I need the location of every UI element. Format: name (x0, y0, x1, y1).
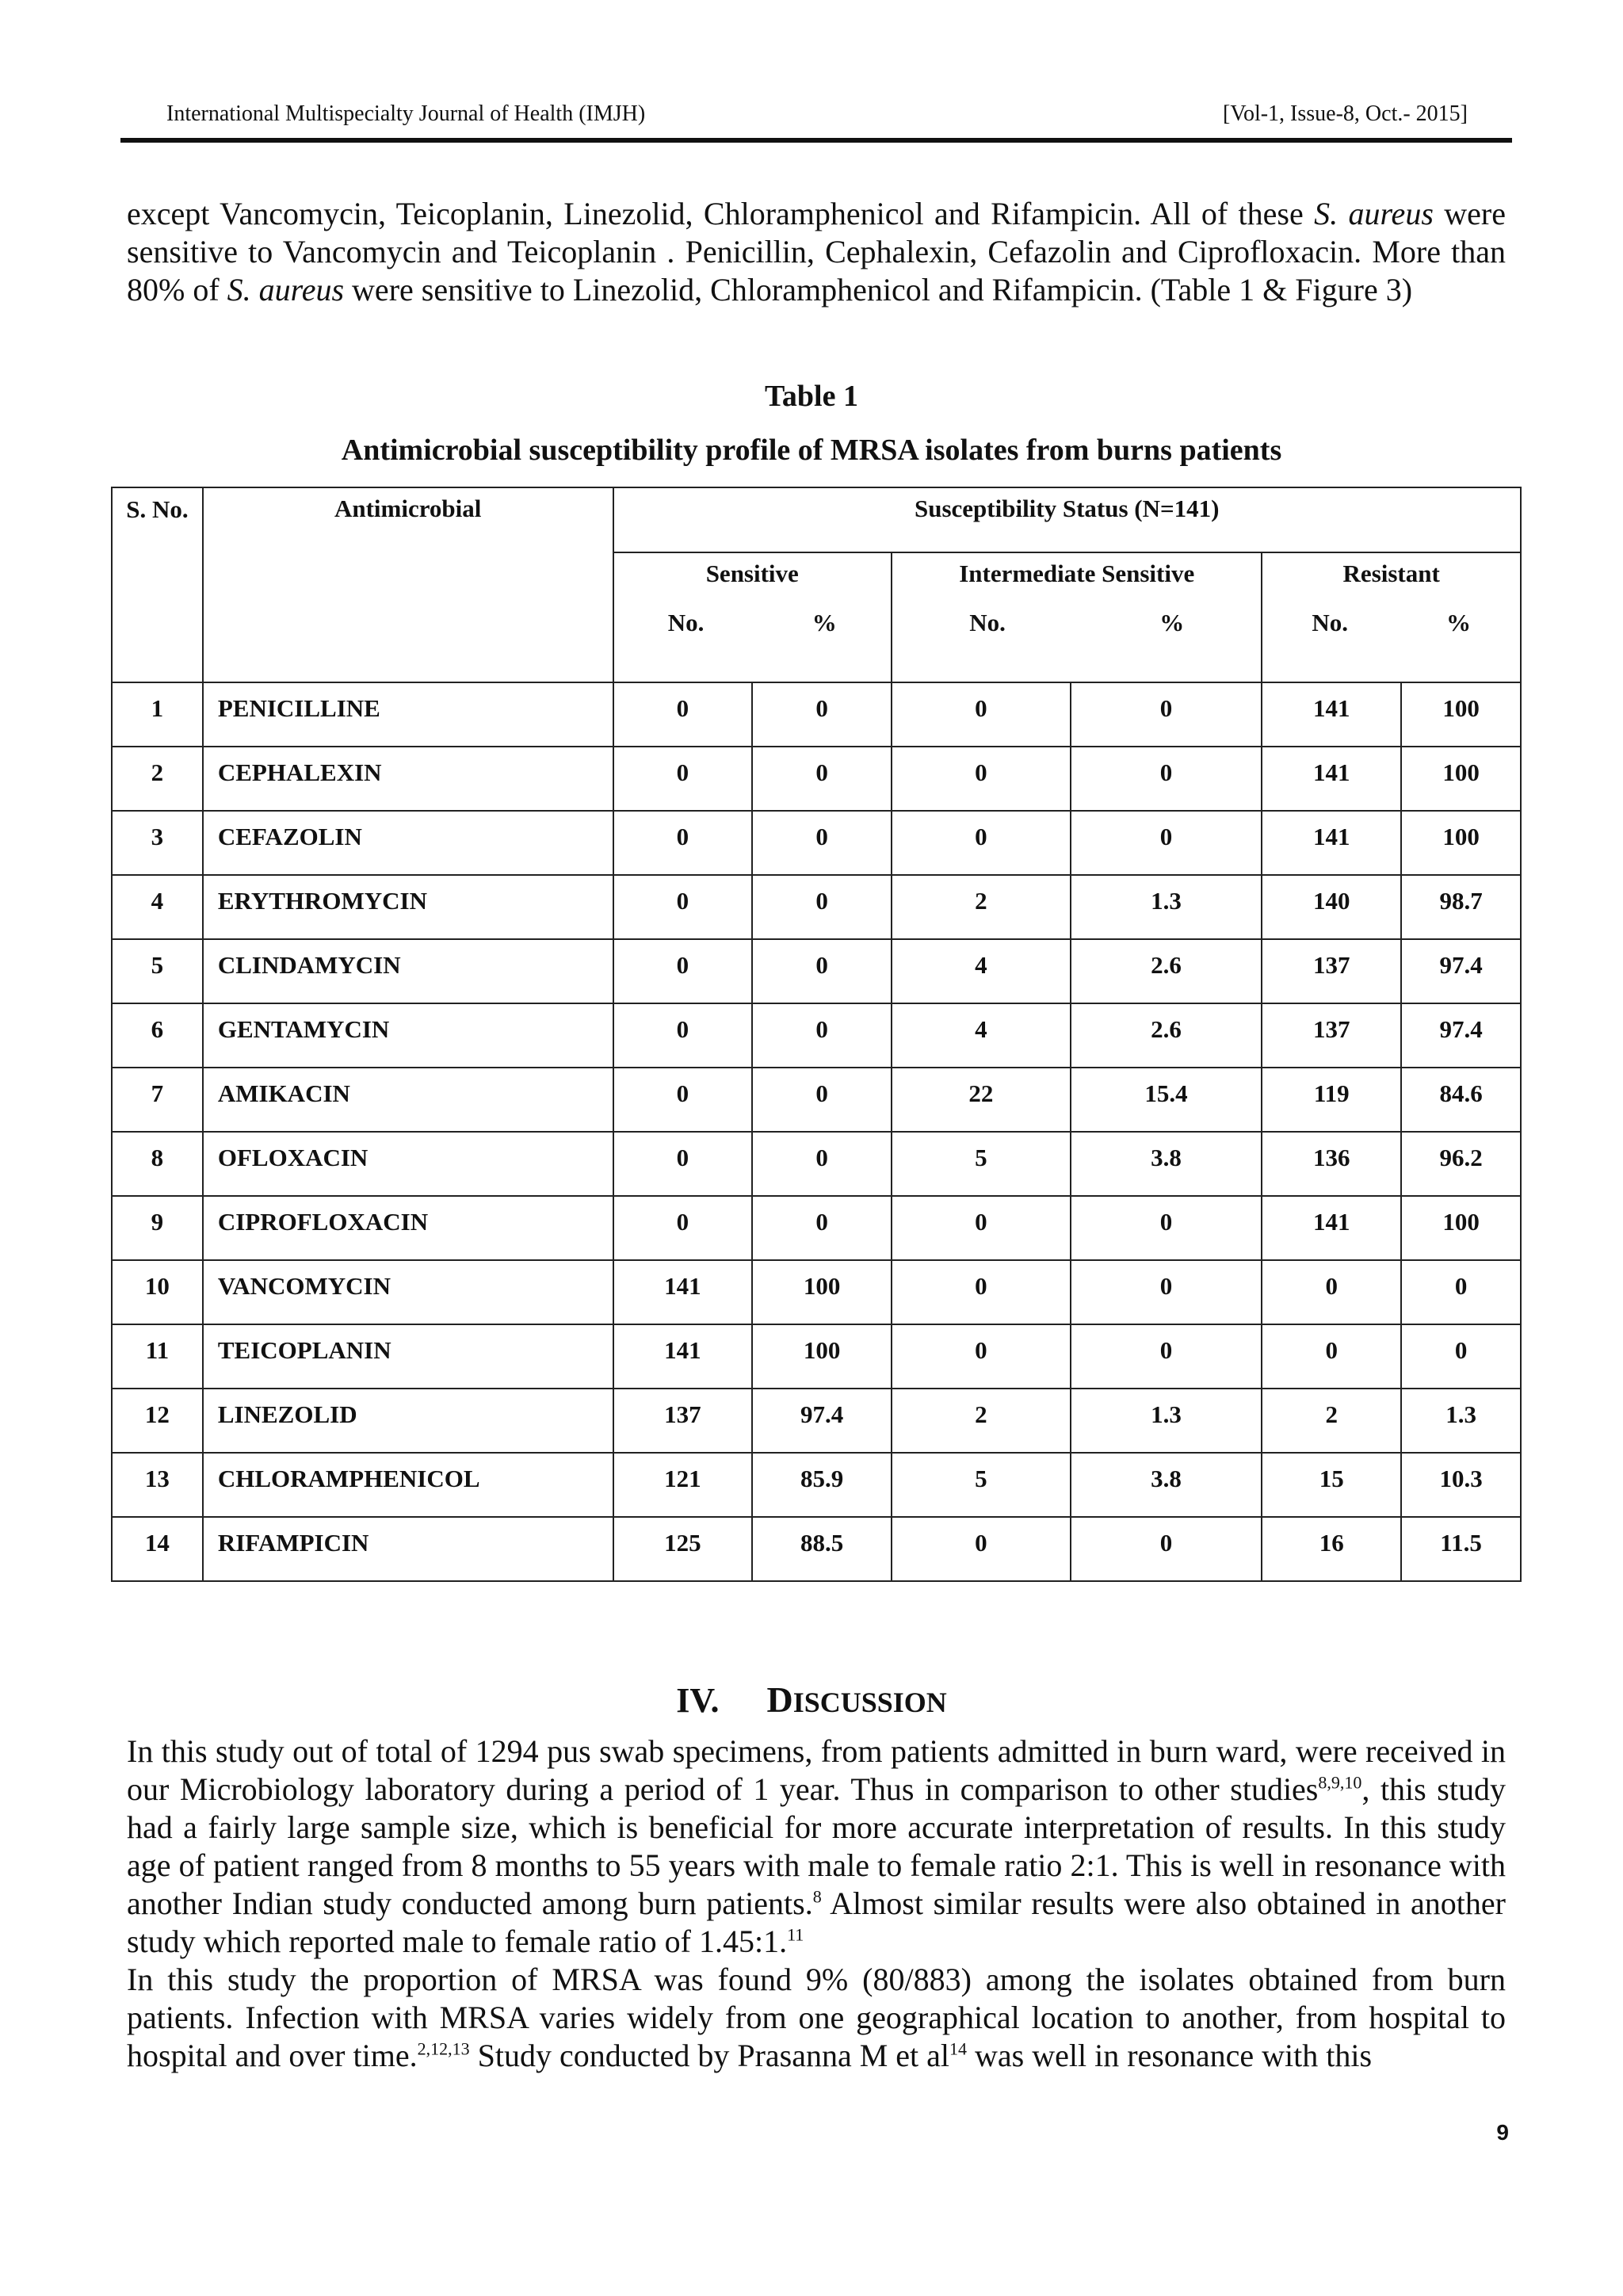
cell-i-pct: 0 (1071, 811, 1262, 875)
cell-name: VANCOMYCIN (203, 1260, 613, 1324)
cell-name: RIFAMPICIN (203, 1517, 613, 1581)
cell-sn: 9 (112, 1196, 203, 1260)
cell-sn: 4 (112, 875, 203, 939)
cell-r-no: 137 (1262, 1003, 1401, 1068)
header-antimicrobial: Antimicrobial (203, 487, 613, 682)
header-status: Susceptibility Status (N=141) (613, 487, 1522, 552)
cell-sn: 14 (112, 1517, 203, 1581)
cell-r-pct: 96.2 (1401, 1132, 1521, 1196)
cell-s-no: 0 (613, 682, 753, 747)
cell-i-pct: 0 (1071, 682, 1262, 747)
table-row (112, 1389, 1521, 1453)
cell-sn: 2 (112, 747, 203, 811)
cell-s-no: 0 (613, 747, 753, 811)
cell-name: CLINDAMYCIN (203, 939, 613, 1003)
cell-r-pct: 0 (1401, 1260, 1521, 1324)
discussion-paragraph-2: In this study the proportion of MRSA was found 9% (80/883) among the isolates obtained from burn patients. Infection with MRSA varies widely from one geographical location to another, from hospital to hospital and over time.$^{2,12,13}$ Study conducted by Prasanna M et $al^{14}$ was well in resonance with this (127, 1962, 1506, 2073)
cell-sn: 7 (112, 1068, 203, 1132)
cell-i-no: 0 (892, 1324, 1071, 1389)
cell-r-pct: 100 (1401, 682, 1521, 747)
discussion-paragraph-1: In this study out of total of 1294 pus swab specimens, from patients admitted in burn ward, were received in our Microbiology laboratory during a period of 1 year. Thus in comparison to other studies$^{8,9,10}$, this study had a fairly large sample size, which is beneficial for more accurate interpretation of results. In this study age of patient ranged from 8 months to 55 years with male to female ratio 2:1. This is well in resonance with another Indian study conducted among burn patients.$^8$ Almost similar results were also obtained in another study which reported male to female ratio of 1.45:1.11 (127, 1733, 1506, 1959)
cell-s-no: 121 (613, 1453, 753, 1517)
journal-title: International Multispecialty Journal of Health (IMJH) (166, 101, 646, 126)
cell-i-no: 0 (892, 682, 1071, 747)
cell-i-no: 0 (892, 811, 1071, 875)
header-sensitive: Sensitive No. % (613, 552, 892, 682)
header-sno: S. No. (112, 487, 203, 682)
cell-i-no: 2 (892, 1389, 1071, 1453)
cell-i-pct: 3.8 (1071, 1132, 1262, 1196)
cell-s-no: 141 (613, 1260, 753, 1324)
cell-r-pct: 100 (1401, 811, 1521, 875)
cell-name: OFLOXACIN (203, 1132, 613, 1196)
cell-name: CHLORAMPHENICOL (203, 1453, 613, 1517)
cell-sn: 12 (112, 1389, 203, 1453)
cell-r-no: 141 (1262, 747, 1401, 811)
cell-s-pct: 0 (752, 747, 892, 811)
cell-s-pct: 0 (752, 1196, 892, 1260)
cell-s-no: 137 (613, 1389, 753, 1453)
table-row (112, 747, 1521, 811)
header-intermediate: Intermediate Sensitive No. % (892, 552, 1262, 682)
cell-s-pct: 0 (752, 682, 892, 747)
cell-sn: 3 (112, 811, 203, 875)
table-row (112, 1196, 1521, 1260)
cell-r-no: 137 (1262, 939, 1401, 1003)
table-row (112, 1003, 1521, 1068)
cell-r-pct: 97.4 (1401, 1003, 1521, 1068)
table-row (112, 1517, 1521, 1581)
cell-r-no: 15 (1262, 1453, 1401, 1517)
cell-i-pct: 15.4 (1071, 1068, 1262, 1132)
cell-r-pct: 100 (1401, 1196, 1521, 1260)
cell-s-no: 0 (613, 875, 753, 939)
volume-info: [Vol-1, Issue-8, Oct.- 2015] (1223, 101, 1468, 126)
cell-i-no: 0 (892, 1196, 1071, 1260)
cell-r-no: 0 (1262, 1260, 1401, 1324)
cell-s-pct: 0 (752, 875, 892, 939)
cell-s-no: 0 (613, 1003, 753, 1068)
cell-name: AMIKACIN (203, 1068, 613, 1132)
cell-s-pct: 100 (752, 1260, 892, 1324)
susceptibility-table (111, 487, 1522, 1582)
cell-r-pct: 10.3 (1401, 1453, 1521, 1517)
cell-name: ERYTHROMYCIN (203, 875, 613, 939)
cell-sn: 10 (112, 1260, 203, 1324)
cell-name: CEPHALEXIN (203, 747, 613, 811)
cell-i-pct: 1.3 (1071, 1389, 1262, 1453)
cell-s-no: 0 (613, 1196, 753, 1260)
cell-r-pct: 11.5 (1401, 1517, 1521, 1581)
cell-r-no: 141 (1262, 1196, 1401, 1260)
cell-name: LINEZOLID (203, 1389, 613, 1453)
cell-i-no: 4 (892, 939, 1071, 1003)
cell-r-no: 16 (1262, 1517, 1401, 1581)
cell-s-no: 0 (613, 811, 753, 875)
cell-i-no: 0 (892, 747, 1071, 811)
cell-r-no: 136 (1262, 1132, 1401, 1196)
section-heading: IV. DISCUSSION (676, 1679, 947, 1720)
cell-s-pct: 100 (752, 1324, 892, 1389)
cell-i-pct: 0 (1071, 1517, 1262, 1581)
cell-r-pct: 100 (1401, 747, 1521, 811)
cell-i-no: 22 (892, 1068, 1071, 1132)
cell-sn: 8 (112, 1132, 203, 1196)
table-row (112, 1068, 1521, 1132)
cell-r-no: 119 (1262, 1068, 1401, 1132)
header-rule (120, 138, 1512, 143)
cell-s-no: 0 (613, 1068, 753, 1132)
cell-i-no: 0 (892, 1517, 1071, 1581)
table-row (112, 1260, 1521, 1324)
cell-r-pct: 98.7 (1401, 875, 1521, 939)
header-resistant: Resistant No. % (1262, 552, 1521, 682)
cell-sn: 13 (112, 1453, 203, 1517)
cell-i-pct: 0 (1071, 1260, 1262, 1324)
cell-r-pct: 97.4 (1401, 939, 1521, 1003)
cell-i-no: 0 (892, 1260, 1071, 1324)
page-number: 9 (1496, 2120, 1509, 2145)
cell-name: TEICOPLANIN (203, 1324, 613, 1389)
cell-r-no: 2 (1262, 1389, 1401, 1453)
cell-r-no: 141 (1262, 811, 1401, 875)
cell-s-no: 0 (613, 939, 753, 1003)
cell-i-pct: 0 (1071, 1324, 1262, 1389)
cell-name: CIPROFLOXACIN (203, 1196, 613, 1260)
table-row (112, 811, 1521, 875)
table-row (112, 1324, 1521, 1389)
cell-i-pct: 0 (1071, 1196, 1262, 1260)
table-row (112, 1132, 1521, 1196)
cell-name: PENICILLINE (203, 682, 613, 747)
cell-s-pct: 0 (752, 939, 892, 1003)
cell-s-pct: 0 (752, 811, 892, 875)
cell-r-pct: 0 (1401, 1324, 1521, 1389)
cell-s-no: 141 (613, 1324, 753, 1389)
cell-i-pct: 3.8 (1071, 1453, 1262, 1517)
cell-i-no: 2 (892, 875, 1071, 939)
cell-name: CEFAZOLIN (203, 811, 613, 875)
cell-s-pct: 88.5 (752, 1517, 892, 1581)
table-label: Table 1 (765, 380, 858, 413)
cell-i-no: 5 (892, 1453, 1071, 1517)
cell-s-pct: 0 (752, 1003, 892, 1068)
cell-i-pct: 0 (1071, 747, 1262, 811)
cell-i-no: 5 (892, 1132, 1071, 1196)
cell-r-pct: 84.6 (1401, 1068, 1521, 1132)
cell-sn: 11 (112, 1324, 203, 1389)
table-caption: Antimicrobial susceptibility profile of MRSA isolates from burns patients (341, 434, 1282, 467)
table-row (112, 682, 1521, 747)
cell-i-pct: 2.6 (1071, 1003, 1262, 1068)
cell-i-no: 4 (892, 1003, 1071, 1068)
cell-s-pct: 0 (752, 1132, 892, 1196)
cell-s-no: 0 (613, 1132, 753, 1196)
cell-sn: 5 (112, 939, 203, 1003)
cell-r-no: 0 (1262, 1324, 1401, 1389)
cell-s-pct: 97.4 (752, 1389, 892, 1453)
cell-r-pct: 1.3 (1401, 1389, 1521, 1453)
cell-s-pct: 85.9 (752, 1453, 892, 1517)
cell-sn: 1 (112, 682, 203, 747)
cell-s-pct: 0 (752, 1068, 892, 1132)
cell-i-pct: 1.3 (1071, 875, 1262, 939)
cell-name: GENTAMYCIN (203, 1003, 613, 1068)
cell-i-pct: 2.6 (1071, 939, 1262, 1003)
table-row (112, 939, 1521, 1003)
cell-sn: 6 (112, 1003, 203, 1068)
table-row (112, 1453, 1521, 1517)
cell-r-no: 140 (1262, 875, 1401, 939)
table-row (112, 875, 1521, 939)
intro-paragraph: except Vancomycin, Teicoplanin, Linezolid, Chloramphenicol and Rifampicin. All of these S. aureus were sensitive to Vancomycin and Teicoplanin . Penicillin, Cephalexin, Cefazolin and Ciprofloxacin. More than 80% of S. aureus were sensitive to Linezolid, Chloramphenicol and Rifampicin. (Table 1 & Figure 3) (127, 196, 1506, 308)
cell-s-no: 125 (613, 1517, 753, 1581)
cell-r-no: 141 (1262, 682, 1401, 747)
